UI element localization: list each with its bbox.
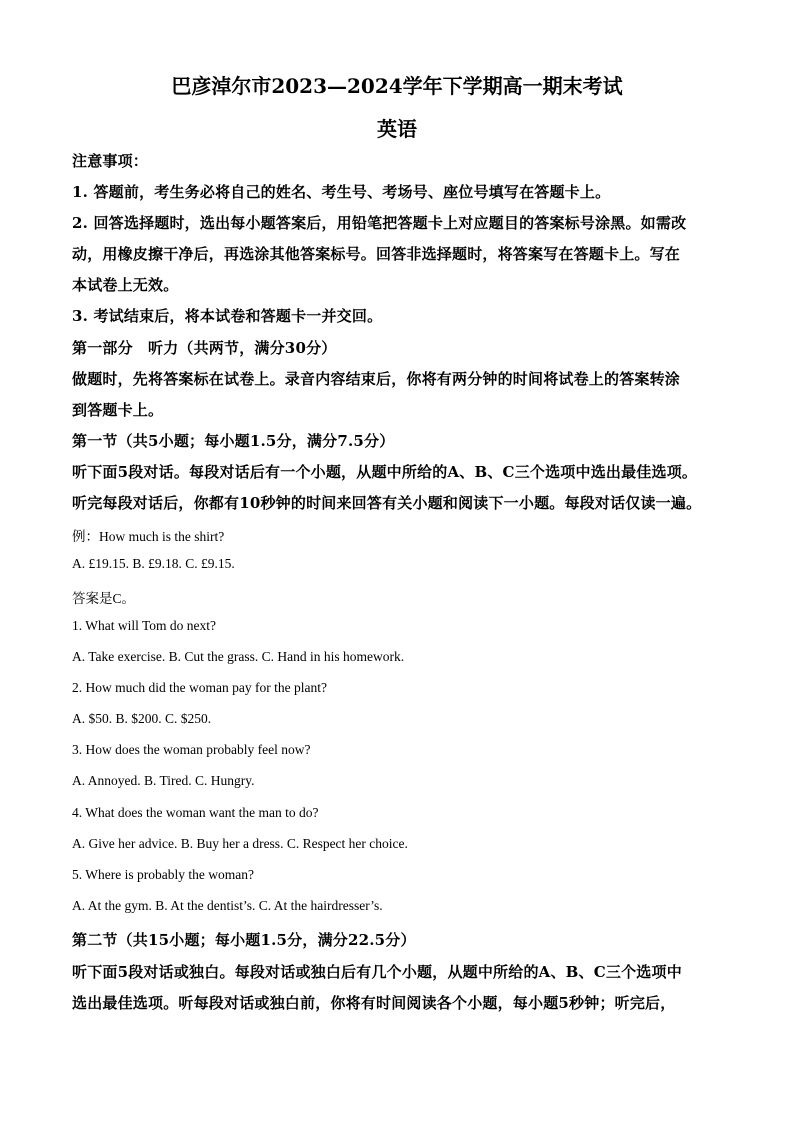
section2-intro-line: 听下面5段对话或独白。每段对话或独白后有几个小题，从题中所给的A、B、C三个选项中	[72, 963, 682, 981]
question-4-options: A. Give her advice. B. Buy her a dress. C. Respect her choice.	[72, 836, 408, 851]
section1-heading: 第一节（共5小题；每小题1.5分，满分7.5分）	[72, 432, 395, 450]
exam-title: 巴彦淖尔市2023—2024学年下学期高一期末考试	[171, 74, 623, 98]
example-options: A. £19.15. B. £9.18. C. £9.15.	[72, 556, 235, 571]
notice-line: 本试卷上无效。	[72, 276, 179, 294]
section1-intro-line: 听下面5段对话。每段对话后有一个小题，从题中所给的A、B、C三个选项中选出最佳选项。	[72, 463, 698, 481]
question-3: 3. How does the woman probably feel now?	[72, 742, 311, 757]
part1-intro-line: 到答题卡上。	[72, 401, 164, 419]
question-2-options: A. $50. B. $200. C. $250.	[72, 711, 212, 726]
question-4: 4. What does the woman want the man to do?	[72, 805, 319, 820]
question-5: 5. Where is probably the woman?	[72, 867, 254, 882]
part1-heading: 第一部分 听力（共两节，满分30分）	[72, 339, 337, 357]
section1-intro-line: 听完每段对话后，你都有10秒钟的时间来回答有关小题和阅读下一小题。每段对话仅读一遍。	[72, 494, 702, 512]
section2-heading: 第二节（共15小题；每小题1.5分，满分22.5分）	[72, 931, 416, 949]
question-5-options: A. At the gym. B. At the dentist’s. C. At the hairdresser’s.	[72, 898, 383, 913]
notice-line: 1. 答题前，考生务必将自己的姓名、考生号、考场号、座位号填写在答题卡上。	[72, 183, 611, 201]
notice-line: 2. 回答选择题时，选出每小题答案后，用铅笔把答题卡上对应题目的答案标号涂黑。如需改	[72, 214, 687, 232]
question-3-options: A. Annoyed. B. Tired. C. Hungry.	[72, 773, 255, 788]
part1-intro-line: 做题时，先将答案标在试卷上。录音内容结束后，你将有两分钟的时间将试卷上的答案转涂	[72, 370, 681, 388]
example-question: 例：How much is the shirt?	[72, 529, 225, 544]
question-1-options: A. Take exercise. B. Cut the grass. C. Hand in his homework.	[72, 649, 405, 664]
question-1: 1. What will Tom do next?	[72, 618, 217, 633]
example-answer: 答案是C。	[72, 591, 136, 606]
notice-line: 3. 考试结束后，将本试卷和答题卡一并交回。	[72, 307, 383, 325]
notice-line: 动，用橡皮擦干净后，再选涂其他答案标号。回答非选择题时，将答案写在答题卡上。写在	[72, 245, 681, 263]
section2-intro-line: 选出最佳选项。听每段对话或独白前，你将有时间阅读各个小题，每小题5秒钟；听完后，	[72, 994, 676, 1012]
subject-title: 英语	[377, 117, 417, 141]
question-2: 2. How much did the woman pay for the plant?	[72, 680, 327, 695]
notice-heading: 注意事项：	[72, 152, 149, 170]
